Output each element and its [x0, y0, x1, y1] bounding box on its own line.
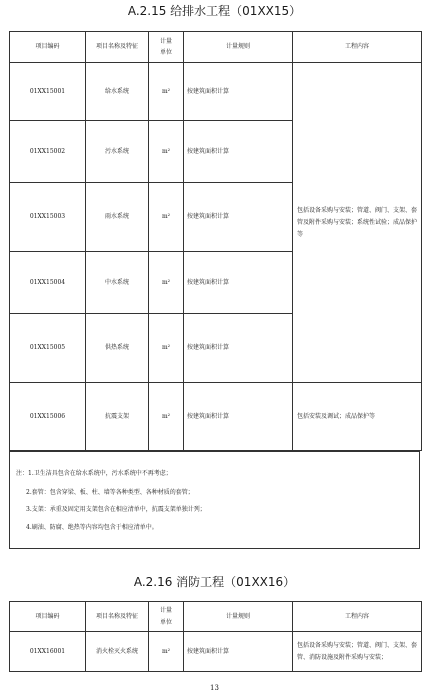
row-unit: m²	[149, 63, 184, 121]
row-rule: 按建筑面积计算	[184, 63, 293, 121]
header-content: 工程内容	[293, 602, 422, 632]
row-name: 供热系统	[86, 314, 149, 383]
note-line: 2.套管：包含穿梁、板、柱、墙等各种类型、各种材质的套管；	[26, 489, 194, 496]
row-rule: 按建筑面积计算	[184, 383, 293, 451]
plumbing-table	[9, 31, 422, 451]
row-rule: 按建筑面积计算	[184, 314, 293, 383]
page-number: 13	[210, 684, 219, 692]
table-header-row	[10, 32, 422, 63]
header-code: 项目编码	[10, 32, 86, 63]
note-line: 4.刷油、防腐、绝热等内容均包含于相应清单中。	[26, 524, 158, 531]
note-line: 注：1.卫生洁具包含在给水系统中，污水系统中不再考虑；	[16, 470, 172, 477]
fire-table	[9, 601, 422, 672]
table-row	[10, 383, 422, 451]
row-code: 01XX15001	[10, 63, 86, 121]
header-rule: 计量规则	[184, 32, 293, 63]
row-code: 01XX15004	[10, 252, 86, 314]
header-code: 项目编码	[10, 602, 86, 632]
last-content-cell: 包括安装及调试；成品保护等	[293, 383, 422, 451]
row-unit: m²	[149, 314, 184, 383]
row-unit: m²	[149, 121, 184, 183]
section-title-fire: A.2.16 消防工程（01XX16）	[133, 575, 296, 589]
row-rule: 按建筑面积计算	[184, 183, 293, 252]
row-name: 给水系统	[86, 63, 149, 121]
row-unit: m²	[149, 252, 184, 314]
row-code: 01XX15002	[10, 121, 86, 183]
row-name: 消火栓灭火系统	[86, 632, 149, 672]
row-code: 01XX16001	[10, 632, 86, 672]
table-row	[10, 63, 422, 121]
row-rule: 按建筑面积计算	[184, 632, 293, 672]
row-rule: 按建筑面积计算	[184, 252, 293, 314]
header-name: 项目名称及特征	[86, 32, 149, 63]
row-name: 中水系统	[86, 252, 149, 314]
row-name: 污水系统	[86, 121, 149, 183]
row-unit: m²	[149, 183, 184, 252]
header-name: 项目名称及特征	[86, 602, 149, 632]
table-row	[10, 632, 422, 672]
table-header-row	[10, 602, 422, 632]
row-name: 雨水系统	[86, 183, 149, 252]
note-line: 3.支架：承重及固定用支架包含在相应清单中，抗震支架单独计列；	[26, 506, 206, 513]
header-rule: 计量规则	[184, 602, 293, 632]
row-content: 包括设备采购与安装；管道、阀门、支架、套管、消防设施及附件采购与安装；	[293, 632, 422, 672]
header-content: 工程内容	[293, 32, 422, 63]
header-unit: 计量 单位	[149, 602, 184, 632]
row-code: 01XX15005	[10, 314, 86, 383]
row-code: 01XX15006	[10, 383, 86, 451]
row-unit: m²	[149, 632, 184, 672]
row-rule: 按建筑面积计算	[184, 121, 293, 183]
merged-content-cell: 包括设备采购与安装；管道、阀门、支架、套管及附件采购与安装；系统性试验；成品保护等	[293, 63, 422, 383]
row-name: 抗震支架	[86, 383, 149, 451]
row-code: 01XX15003	[10, 183, 86, 252]
header-unit: 计量 单位	[149, 32, 184, 63]
notes-box	[9, 451, 420, 549]
row-unit: m²	[149, 383, 184, 451]
section-title-plumbing: A.2.15 给排水工程（01XX15）	[127, 4, 302, 18]
